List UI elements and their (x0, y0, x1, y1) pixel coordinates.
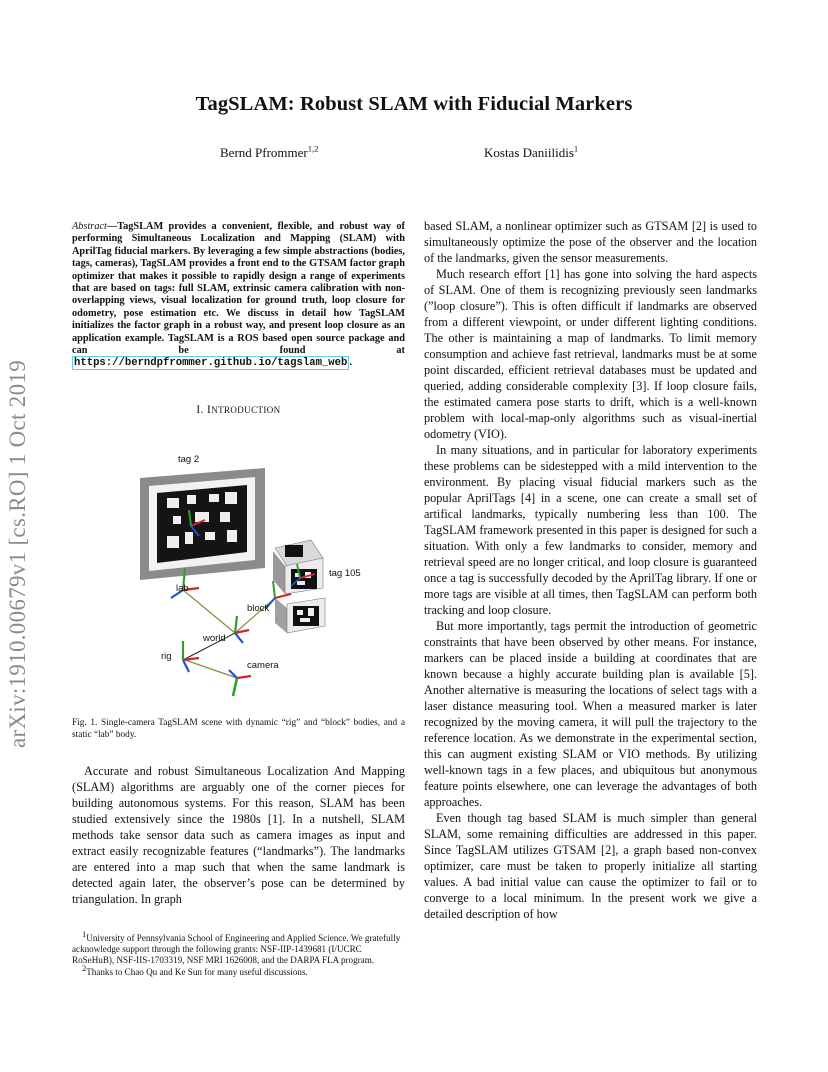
scene-figure (125, 448, 385, 710)
abstract-end: . (349, 357, 352, 369)
label-tag-105: tag 105 (329, 568, 361, 579)
footnote-1 (72, 928, 405, 967)
label-camera: camera (247, 660, 279, 671)
project-link[interactable]: https://berndpfrommer.github.io/tagslam_web (74, 357, 348, 370)
label-rig: rig (161, 651, 172, 662)
section-rest: NTRODUCTION (211, 405, 281, 415)
footnote-mark: 1 (82, 928, 87, 939)
label-block: block (247, 603, 270, 614)
left-column-body (72, 763, 405, 907)
paragraph: Much research effort [1] has gone into solving the hard aspects of SLAM. One of them is recognizing previously seen landmarks (”loop closure”). This is often difficult if landmarks are observed from a different viewpoint, or under different lighting conditions. The other is maintaining a map of landmarks. To limit memory consumption and achieve fast retrieval, landmarks must be at some point discarded, efficient retrieval databases must be updated and queried, adding considerable complexity [3]. If loop closure fails, the estimated camera pose starts to drift, which is a well-known problem with local-map-only algorithms such as visual-inertial odometry (VIO). (424, 267, 757, 441)
paper-title: TagSLAM: Robust SLAM with Fiducial Markers (195, 93, 633, 115)
abstract-dash: — (106, 221, 118, 232)
right-column-body (424, 218, 757, 922)
footnote-text: Thanks to Chao Qu and Ke Sun for many useful discussions. (86, 966, 308, 977)
author-name: Bernd Pfrommer (220, 145, 308, 160)
section-first-letter: I (207, 404, 212, 416)
arxiv-stamp: arXiv:1910.00679v1 [cs.RO] 1 Oct 2019 (5, 360, 30, 748)
tag-2-board (140, 468, 265, 580)
label-lab: lab (176, 583, 189, 594)
world-frame-axes (235, 616, 249, 643)
paragraph: based SLAM, a nonlinear optimizer such as GTSAM [2] is used to simultaneously optimize the pose of the observer and the location of the landmarks, given the sensor measurements. (424, 219, 757, 265)
rig-frame-axes (183, 641, 199, 672)
author-affiliation: 1 (573, 143, 579, 154)
label-world: world (203, 633, 226, 644)
footnotes (72, 928, 405, 978)
author-2 (484, 145, 578, 161)
camera-frame-axes (229, 670, 251, 696)
abstract-text: TagSLAM provides a convenient, flexible, and robust way of performing Simultaneous Localization and Mapping (SLAM) with AprilTag fiducial markers. By leveraging a few simple abstractions (bodies, tags, cameras), TagSLAM provides a front end to the GTSAM factor graph optimizer that makes it possible to rapidly design a range of experiments that are based on tags: full SLAM, extrinsic camera calibration with non-overlapping views, visual localization for ground truth, loop closure for odometry, pose estimation etc. We discuss in detail how TagSLAM initializes the factor graph in a robust way, and present loop closure as an application example. TagSLAM is a ROS based open source package and can be found at (72, 221, 405, 357)
paragraph: Accurate and robust Simultaneous Localization And Mapping (SLAM) algorithms are arguably one of the corner pieces for building autonomous systems. For this reason, SLAM has been studied extensively since the 1980s [1]. In a nutshell, SLAM methods take sensor data such as camera images as input and extract easily recognizable features (“landmarks”). The landmarks are entered into a map such that when the same landmark is detected again later, the observer’s pose can be determined by triangulation. In graph (72, 764, 405, 906)
abstract-label: Abstract (72, 221, 107, 232)
paragraph: But more importantly, tags permit the introduction of geometric constraints that have been observed by other means. For instance, markers can be placed inside a building at coordinates that are known because a highly accurate building plan is available [5]. Another alternative is measuring the locations of select tags with a laser distance measuring tool. When a measured marker is later recognized by the moving camera, it will pull the trajectory to the reference location. As we demonstrate in the experimental section, this can augment existing SLAM or VIO methods. By utilizing well-known tags in a few places, and ubiquitous but anonymous feature points elsewhere, one can leverage the advantages of both approaches. (424, 619, 757, 809)
paragraph: Even though tag based SLAM is much simpler than general SLAM, some remaining difficulties are addressed in this paper. Since TagSLAM utilizes GTSAM [2], a graph based non-convex optimizer, care must be taken to properly initialize all starting values. A bad initial value can cause the optimizer to fail or to converge to a local minimum. In the present work we give a detailed description of how (424, 811, 757, 921)
footnote-2 (72, 962, 405, 978)
tag-block (273, 540, 325, 633)
section-heading (72, 404, 405, 416)
footnote-text: University of Pennsylvania School of Engineering and Applied Science. We gratefully acknowledge support through the following grants: NSF-IIP-1439681 (I/UCRC RoSeHuB), NSF-IIS-1703319, NSF MRI 1626008, and the DARPA FLA program. (72, 933, 401, 966)
author-name: Kostas Daniilidis (484, 145, 574, 160)
abstract (72, 221, 405, 370)
author-1 (220, 145, 318, 161)
figure-caption: Fig. 1. Single-camera TagSLAM scene with dynamic “rig” and “block” bodies, and a static “lab” body. (72, 718, 405, 740)
paragraph: In many situations, and in particular for laboratory experiments these problems can be sidestepped with a mild intervention to the environment. By placing visual fiducial markers such as the popular AprilTags [4] in a scene, one can create a small set of artifical landmarks, typically numbering less than 100. The TagSLAM framework presented in this paper is designed for such a situation. With only a few landmarks to consider, memory and retrieval speed are no longer critical, and loop closure is guaranteed once a tag is successfully decoded by the AprilTag library. If one or more tags are visible at all times, then TagSLAM can perform both tracking and loop closure. (424, 443, 757, 617)
label-tag-2: tag 2 (178, 454, 200, 465)
author-affiliation: 1,2 (307, 143, 319, 154)
footnote-mark: 2 (82, 962, 87, 973)
section-number: I. (196, 404, 208, 416)
